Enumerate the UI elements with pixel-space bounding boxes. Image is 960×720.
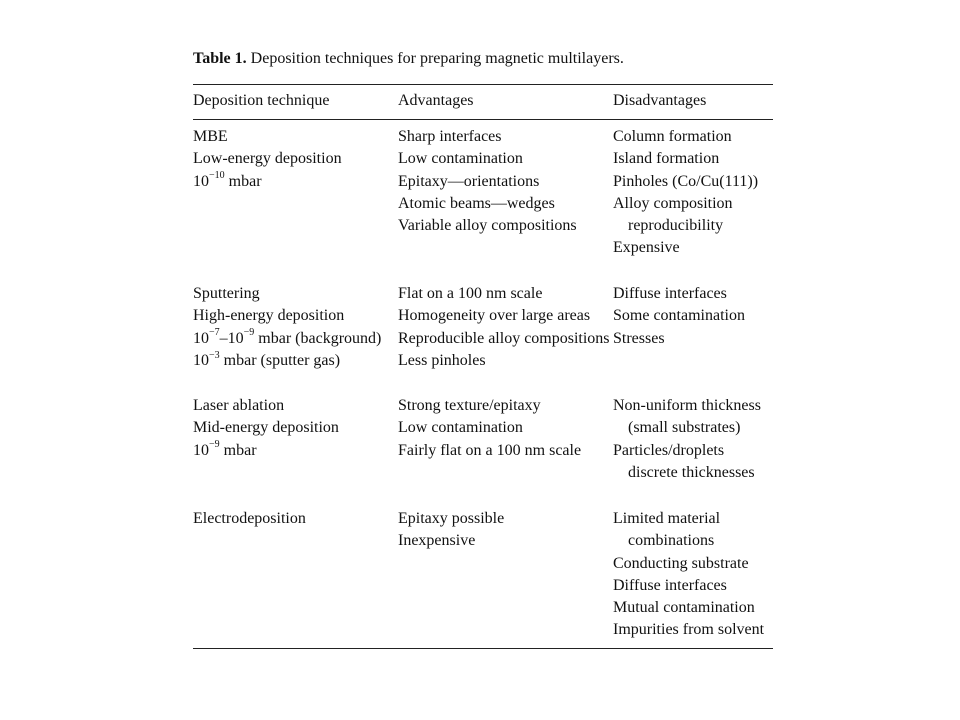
advantage-item: Low contamination bbox=[398, 419, 523, 437]
technique-pressure: $10^{-9}$ mbar bbox=[193, 439, 257, 459]
disadvantage-item: Diffuse interfaces bbox=[613, 576, 727, 594]
technique-pressure: $10^{-10}$ mbar bbox=[193, 170, 262, 190]
advantage-item: Fairly flat on a 100 nm scale bbox=[398, 441, 582, 459]
disadvantage-item: Diffuse interfaces bbox=[613, 285, 727, 302]
advantages-cell bbox=[398, 508, 504, 553]
advantage-item: Atomic beams—wedges bbox=[398, 194, 555, 212]
disadvantage-item: Particles/droplets bbox=[613, 441, 725, 459]
advantage-item: Strong texture/epitaxy bbox=[398, 397, 541, 414]
technique-cell bbox=[193, 126, 342, 193]
technique-cell bbox=[193, 395, 339, 462]
technique-name: Sputtering bbox=[193, 285, 260, 302]
disadvantages-cell bbox=[613, 395, 761, 484]
header-deposition-technique: Deposition technique bbox=[193, 92, 330, 109]
disadvantage-item: discrete thicknesses bbox=[628, 463, 755, 481]
technique-name: Electrodeposition bbox=[193, 510, 306, 527]
advantage-item: Sharp interfaces bbox=[398, 128, 502, 145]
advantage-item: Epitaxy possible bbox=[398, 510, 505, 527]
disadvantages-cell bbox=[613, 126, 758, 260]
disadvantage-item: Pinholes (Co/Cu(111)) bbox=[613, 172, 759, 190]
advantage-item: Reproducible alloy compositions bbox=[398, 329, 610, 347]
table-caption bbox=[193, 48, 773, 70]
advantage-item: Flat on a 100 nm scale bbox=[398, 285, 543, 302]
disadvantage-item: combinations bbox=[628, 532, 715, 550]
top-rule bbox=[193, 84, 773, 85]
header-advantages: Advantages bbox=[398, 92, 474, 109]
advantages-cell bbox=[398, 395, 581, 462]
disadvantage-item: Stresses bbox=[613, 329, 665, 347]
disadvantage-item: reproducibility bbox=[628, 217, 724, 235]
advantage-item: Inexpensive bbox=[398, 532, 476, 550]
disadvantage-item: Alloy composition bbox=[613, 194, 733, 212]
technique-cell bbox=[193, 283, 381, 372]
bottom-rule bbox=[193, 648, 773, 649]
advantage-item: Less pinholes bbox=[398, 351, 486, 369]
header-rule bbox=[193, 119, 773, 120]
table-caption-text: Deposition techniques for preparing magnetic multilayers. bbox=[250, 50, 624, 67]
technique-name: MBE bbox=[193, 128, 228, 145]
technique-pressure-background: $10^{-7}-10^{-9}$ mbar (background) bbox=[193, 327, 382, 347]
advantages-cell bbox=[398, 126, 577, 237]
disadvantages-cell bbox=[613, 283, 745, 350]
technique-pressure-gas: $10^{-3}$ mbar (sputter gas) bbox=[193, 349, 341, 369]
disadvantage-item: Column formation bbox=[613, 128, 732, 145]
table bbox=[193, 48, 773, 639]
header-disadvantages: Disadvantages bbox=[613, 92, 707, 109]
advantage-item: Homogeneity over large areas bbox=[398, 307, 591, 325]
disadvantage-item: Expensive bbox=[613, 239, 680, 257]
advantage-item: Variable alloy compositions bbox=[398, 217, 577, 235]
disadvantage-item: Non-uniform thickness bbox=[613, 397, 761, 414]
advantage-item: Epitaxy—orientations bbox=[398, 172, 540, 190]
disadvantage-item: Mutual contamination bbox=[613, 599, 755, 617]
disadvantages-cell bbox=[613, 508, 764, 642]
disadvantage-item: Island formation bbox=[613, 150, 720, 168]
advantages-cell bbox=[398, 283, 610, 372]
disadvantage-item: Some contamination bbox=[613, 307, 745, 325]
technique-energy: Mid-energy deposition bbox=[193, 419, 339, 437]
table-caption-label: Table 1. bbox=[193, 50, 247, 67]
disadvantage-item: Conducting substrate bbox=[613, 554, 749, 572]
technique-energy: Low-energy deposition bbox=[193, 150, 342, 168]
disadvantage-item: Limited material bbox=[613, 510, 721, 527]
technique-name: Laser ablation bbox=[193, 397, 285, 414]
disadvantage-item: Impurities from solvent bbox=[613, 621, 765, 639]
disadvantage-item: (small substrates) bbox=[628, 419, 741, 437]
technique-cell bbox=[193, 508, 306, 530]
technique-energy: High-energy deposition bbox=[193, 307, 345, 325]
advantage-item: Low contamination bbox=[398, 150, 523, 168]
